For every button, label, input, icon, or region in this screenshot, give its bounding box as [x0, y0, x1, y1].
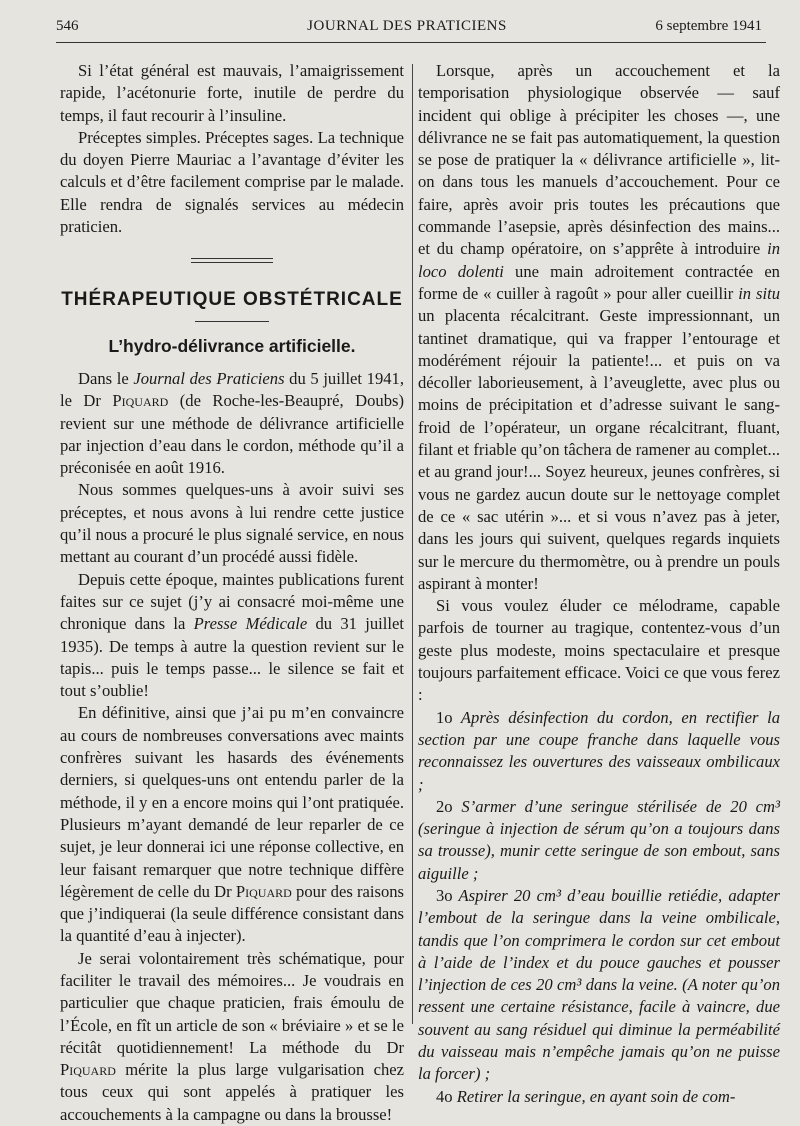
paragraph: Nous sommes quelques-uns à avoir suivi ses préceptes, et nous avons à lui rendre cette justice qu’il nous a procuré le plus signalé service, en nous mettant au courant d’un procédé aussi fidèle. [60, 480, 404, 567]
list-item: 3o Aspirer 20 cm³ d’eau bouillie retiédie, adapter l’embout de la seringue dans la veine ombilicale, tandis que l’on comprimera le cordon sur cet embout à l’aide de l’index et du pouce gauches et pousser l’injection de ces 20 cm³ dans la veine. (A noter qu’on ressent une certaine résistance, facile à vaincre, due souvent au sang résiduel qui diminue la perméabilité du vaisseau mais n’empêche jamais qu’on ne puisse la forcer) ; [418, 885, 780, 1084]
left-column [60, 60, 404, 1126]
paragraph: Si vous voulez éluder ce mélodrame, capable parfois de tourner au tragique, contentez-vous d’un geste plus modeste, moins spectaculaire et presque toujours parfaitement efficace. Voici ce que vous ferez : [418, 596, 780, 705]
paragraph: Je serai volontairement très schématique, pour faciliter le travail des mémoires... Je voudrais en particulier que chaque praticien, frais émoulu de l’École, en fît un article de son « bréviaire » et se le récitât quotidiennement! La méthode du Dr Piquard mérite la plus large vulgarisation chez tous ceux qui sont appelés à pratiquer les accouchements à la campagne ou dans la brousse! [60, 948, 404, 1124]
article-title: L’hydro-délivrance artificielle. [108, 335, 356, 356]
paragraph: Préceptes simples. Préceptes sages. La technique du doyen Pierre Mauriac a l’avantage d’éviter les calculs et d’être facilement comprise par le malade. Elle rendra de signalés services au médecin praticien. [60, 127, 404, 237]
page-header [48, 18, 766, 40]
column-divider [412, 64, 413, 1024]
paragraph: Depuis cette époque, maintes publications furent faites sur ce sujet (j’y ai consacré moi-même une chronique dans la Presse Médicale du 31 juillet 1935). De temps à autre la question revient sur le tapis... puis le temps passe... le silence se fait et tout s’oublie! [60, 569, 404, 701]
list-item: 2o S’armer d’une seringue stérilisée de 20 cm³ (seringue à injection de sérum qu’on a toujours dans sa trousse), munir cette seringue de son embout, sans aiguille ; [418, 796, 780, 883]
paragraph: Lorsque, après un accouchement et la temporisation physiologique observée — sauf incident qui oblige à précipiter les choses —, une délivrance ne se fait pas automatiquement, la question se pose de pratiquer la « délivrance artificielle », lit-on dans tous les manuels d’accouchement. Pour ce faire, après avoir pris toutes les précautions que commande l’asepsie, après désinfection des mains... et du champ opératoire, on s’apprête à introduire in loco dolenti une main adroitement contractée en forme de « cuiller à ragoût » pour aller cueillir in situ un placenta récalcitrant. Geste impressionnant, un tantinet dramatique, qui va frapper l’entourage et modérément réjouir la patiente!... et puis on va décoller laborieusement, à l’aveuglette, avec plus ou moins de précipitation et d’adresse suivant le sang-froid de l’opérateur, un organe récalcitrant, fluant, filant et friable qu’on tâchera de ramener au complet... et au grand jour!... Soyez heureux, jeunes confrères, si vous ne gardez aucun doute sur le nettoyage complet de ce « sac utérin »... et si vous n’avez pas à jeter, dans les jours qui suivent, quelques regards inquiets sur le mercure du thermomètre, ou à prendre un pouls aspirant à monter! [418, 61, 780, 593]
procedure-list [418, 707, 780, 1108]
issue-date: 6 septembre 1941 [655, 18, 762, 34]
title-rule [195, 321, 269, 322]
list-item: 1o Après désinfection du cordon, en rectifier la section par une coupe franche dans laquelle vous reconnaissez les ouvertures des vaisseaux ombilicaux ; [418, 707, 780, 794]
paragraph: Si l’état général est mauvais, l’amaigrissement rapide, l’acétonurie forte, inutile de perdre du temps, il faut recourir à l’insuline. [60, 61, 404, 125]
journal-title: JOURNAL DES PRATICIENS [307, 18, 507, 34]
section-title: THÉRAPEUTIQUE OBSTÉTRICALE [61, 289, 403, 311]
double-rule-divider [191, 258, 273, 263]
header-rule [56, 42, 766, 43]
paragraph: Dans le Journal des Praticiens du 5 juillet 1941, le Dr Piquard (de Roche-les-Beaupré, Doubs) revient sur une méthode de délivrance artificielle par injection d’eau dans le cordon, méthode qu’il a préconisée en août 1916. [60, 368, 404, 478]
list-item: 4o Retirer la seringue, en ayant soin de com- [436, 1086, 736, 1106]
page-number: 546 [56, 18, 79, 34]
right-column [418, 60, 780, 1108]
paragraph: En définitive, ainsi que j’ai pu m’en convaincre au cours de nombreuses conversations avec maints confrères suivant les hasards des événements derniers, si quelques-uns ont entendu parler de la méthode, il y en a encore moins qui l’ont pratiquée. Plusieurs m’ayant demandé de leur reparler de ce sujet, je leur donnerai ici une réponse collective, en leur faisant remarquer que notre technique diffère légèrement de celle du Dr Piquard pour des raisons que j’indiquerai (la seule différence consistant dans la quantité d’eau à injecter). [60, 703, 404, 946]
